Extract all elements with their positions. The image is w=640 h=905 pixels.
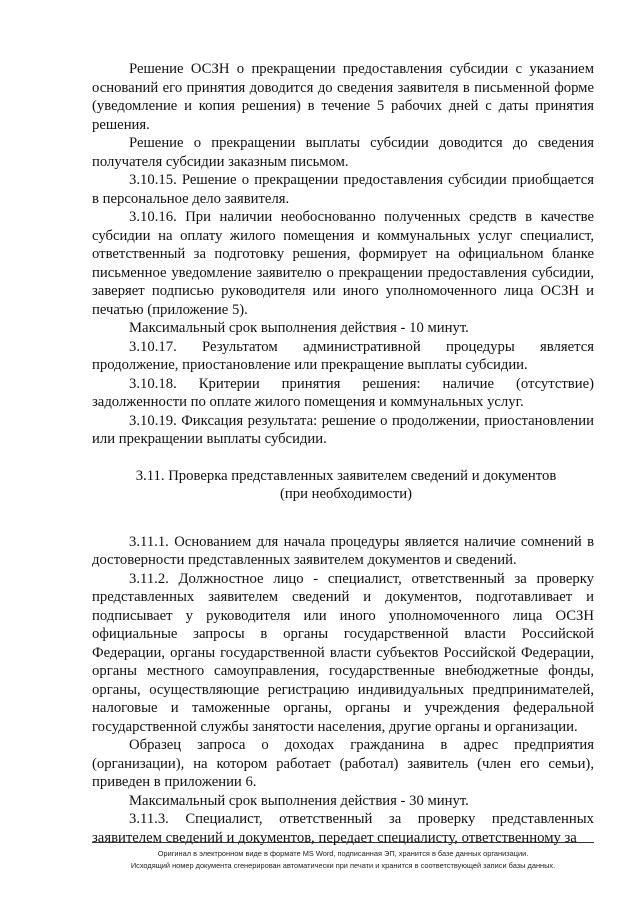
- paragraph-registered-letter: Решение о прекращении выплаты субсидии доводится до сведения получателя субсидии заказным письмом.: [92, 135, 594, 170]
- paragraph-3-10-18: 3.10.18. Критерии принятия решения: наличие (отсутствие) задолженности по оплате жилого помещения и коммунальных услуг.: [92, 375, 594, 410]
- paragraph-3-10-19: 3.10.19. Фиксация результата: решение о продолжении, приостановлении или прекращении выплаты субсидии.: [92, 412, 594, 447]
- paragraph-request-sample: Образец запроса о доходах гражданина в адрес предприятия (организации), на котором работает (работал) заявитель (член его семьи), приведен в приложении 6.: [92, 737, 594, 790]
- paragraph-3-10-15: 3.10.15. Решение о прекращении предоставления субсидии приобщается в персональное дело заявителя.: [92, 172, 594, 207]
- paragraph-3-10-17: 3.10.17. Результатом административной процедуры является продолжение, приостановление или прекращение выплаты субсидии.: [92, 338, 594, 373]
- document-page: [92, 60, 594, 847]
- footer-line-number: Исходящий номер документа сгенерирован автоматически при печати и хранится в соответствующей записи базы данных.: [130, 861, 556, 870]
- section-heading-3-11: [92, 467, 594, 504]
- paragraph-3-11-2: 3.11.2. Должностное лицо - специалист, ответственный за проверку представленных заявителем сведений и документов, подготавливает и подписывает у руководителя или иного уполномоченного лица ОСЗН официальные запросы в органы государственной власти Российской Федерации, органы государственной власти субъектов Российской Федерации, органы местного самоуправления, государственные внебюджетные фонды, органы, осуществляющие регистрацию индивидуальных предпринимателей, налоговые и таможенные органы, органы и учреждения федеральной государственной службы занятости населения, другие органы и организации.: [92, 570, 594, 735]
- paragraph-max-time-30: Максимальный срок выполнения действия - 30 минут.: [129, 792, 469, 809]
- paragraph-3-11-1: 3.11.1. Основанием для начала процедуры является наличие сомнений в достоверности представленных заявителем документов и сведений.: [92, 533, 594, 568]
- paragraph-3-10-16: 3.10.16. При наличии необоснованно полученных средств в качестве субсидии на оплату жилого помещения и коммунальных услуг специалист, ответственный за подготовку решения, формирует на официальном бланке письменное уведомление заявителю о прекращении предоставления субсидии, заверяет подписью руководителя или иного уполномоченного лица ОСЗН и печатью (приложение 5).: [92, 209, 594, 318]
- footer-line-original: Оригинал в электронном виде в формате MS Word, подписанная ЭП, хранится в базе данных организации.: [157, 849, 529, 858]
- paragraph-decision-notice: Решение ОСЗН о прекращении предоставления субсидии с указанием оснований его принятия доводится до сведения заявителя в письменной форме (уведомление и копия решения) в течение 5 рабочих дней с даты принятия решения.: [92, 61, 594, 133]
- section-heading-line1: 3.11. Проверка представленных заявителем сведений и документов: [135, 467, 557, 484]
- footer: [60, 848, 626, 872]
- paragraph-max-time-10: Максимальный срок выполнения действия - 10 минут.: [129, 320, 469, 336]
- section-heading-line2: (при необходимости): [280, 486, 412, 502]
- paragraph-3-11-3: 3.11.3. Специалист, ответственный за проверку представленных заявителем сведений и документов, передает специалисту, ответственному за: [92, 811, 594, 846]
- footer-divider: [92, 842, 594, 843]
